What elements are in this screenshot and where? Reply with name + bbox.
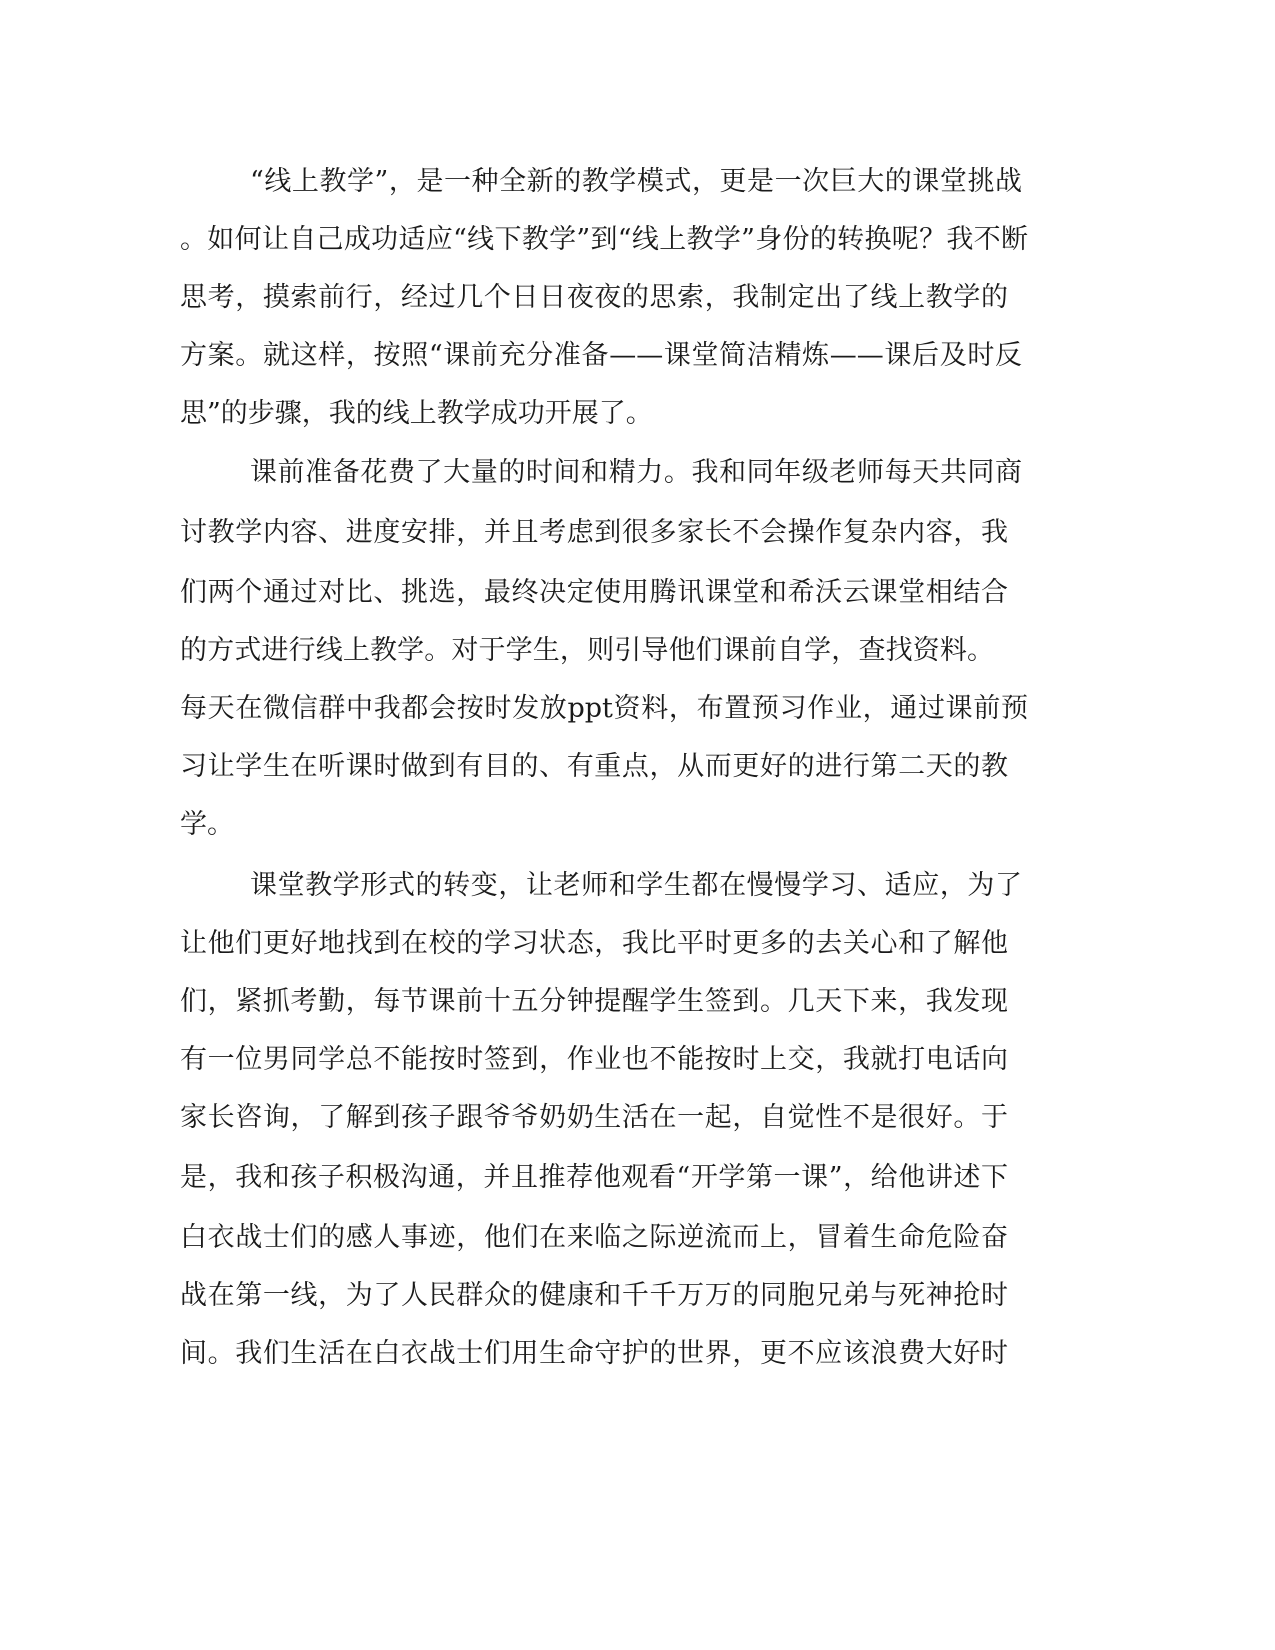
text-line: 每天在微信群中我都会按时发放ppt资料，布置预习作业，通过课前预 xyxy=(180,693,1028,724)
text-line: 白衣战士们的感人事迹，他们在来临之际逆流而上，冒着生命危险奋 xyxy=(180,1222,1008,1253)
text-line: 让他们更好地找到在校的学习状态，我比平时更多的去关心和了解他 xyxy=(180,928,1008,959)
text-line: “线上教学”，是一种全新的教学模式，更是一次巨大的课堂挑战 xyxy=(250,166,1022,197)
text-line: 间。我们生活在白衣战士们用生命守护的世界，更不应该浪费大好时 xyxy=(180,1338,1008,1369)
text-line: 。如何让自己成功适应“线下教学”到“线上教学”身份的转换呢？我不断 xyxy=(180,224,1028,255)
text-line: 思考，摸索前行，经过几个日日夜夜的思索，我制定出了线上教学的 xyxy=(180,282,1008,313)
text-line: 方案。就这样，按照“课前充分准备——课堂简洁精炼——课后及时反 xyxy=(180,340,1022,371)
text-line: 的方式进行线上教学。对于学生，则引导他们课前自学，查找资料。 xyxy=(180,635,994,666)
text-line: 们两个通过对比、挑选，最终决定使用腾讯课堂和希沃云课堂相结合 xyxy=(180,577,1008,608)
text-line: 学。 xyxy=(180,809,234,840)
text-line: 思”的步骤，我的线上教学成功开展了。 xyxy=(180,398,653,429)
text-line: 是，我和孩子积极沟通，并且推荐他观看“开学第一课”，给他讲述下 xyxy=(180,1162,1008,1193)
text-line: 课前准备花费了大量的时间和精力。我和同年级老师每天共同商 xyxy=(250,457,1022,488)
text-line: 战在第一线，为了人民群众的健康和千千万万的同胞兄弟与死神抢时 xyxy=(180,1280,1008,1311)
text-line: 有一位男同学总不能按时签到，作业也不能按时上交，我就打电话向 xyxy=(180,1044,1008,1075)
text-line: 们，紧抓考勤，每节课前十五分钟提醒学生签到。几天下来，我发现 xyxy=(180,986,1008,1017)
text-line: 习让学生在听课时做到有目的、有重点，从而更好的进行第二天的教 xyxy=(180,751,1008,782)
text-line: 课堂教学形式的转变，让老师和学生都在慢慢学习、适应，为了 xyxy=(250,870,1022,901)
text-line: 家长咨询，了解到孩子跟爷爷奶奶生活在一起，自觉性不是很好。于 xyxy=(180,1102,1008,1133)
text-line: 讨教学内容、进度安排，并且考虑到很多家长不会操作复杂内容，我 xyxy=(180,517,1008,548)
